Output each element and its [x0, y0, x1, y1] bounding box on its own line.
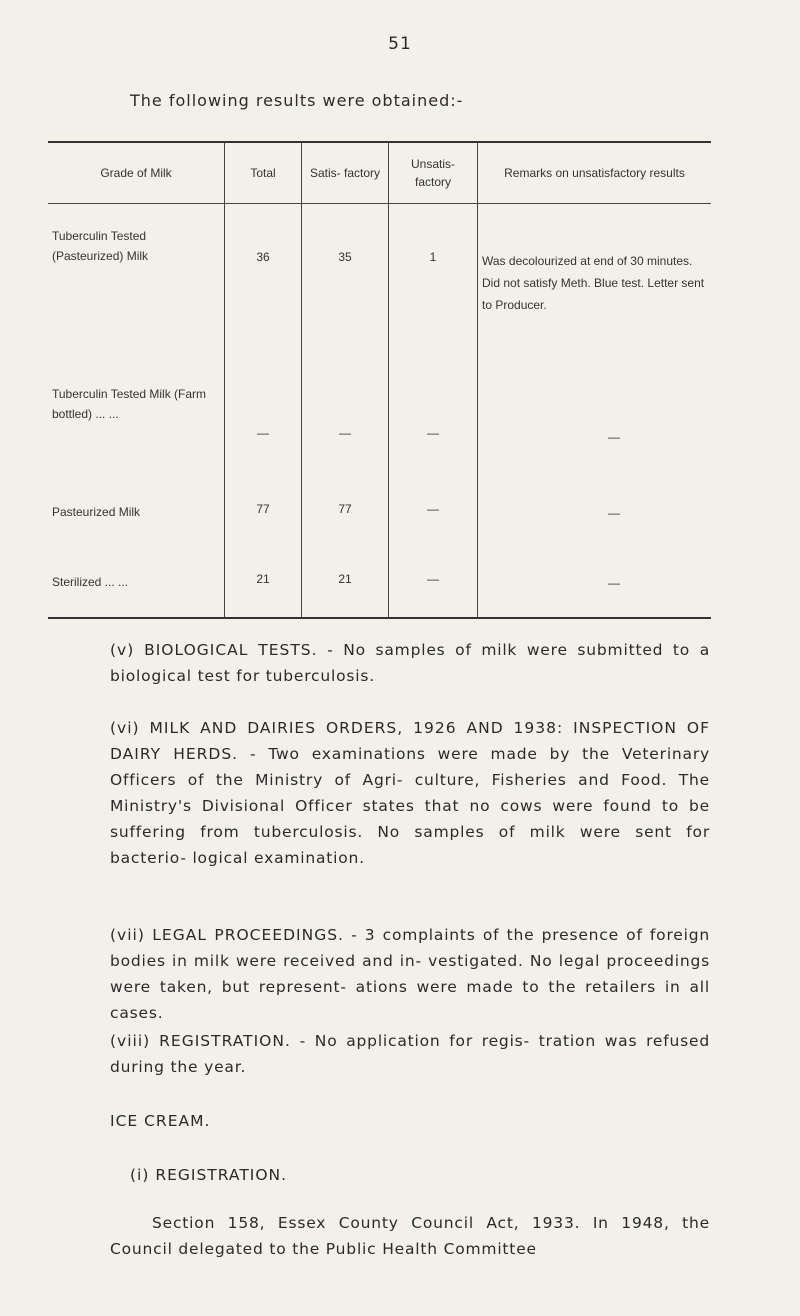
unsatisfactory-cell: — — [389, 374, 478, 474]
remarks-cell: Was decolourized at end of 30 minutes. Did not satisfy Meth. Blue test. Letter sent to Producer. — [482, 254, 705, 312]
ice-cream-heading: ICE CREAM. — [110, 1112, 211, 1130]
section-text: - 3 complaints of the presence of foreign bodies in milk were received and in- vestigated. No legal proceedings were taken, but represent- ations were made to the retailers in all cases. — [110, 926, 710, 1022]
grade-cell: Tuberculin Tested (Pasteurized) Milk — [48, 204, 225, 374]
remarks-cell: — — [608, 505, 620, 520]
section-heading: (vi) MILK AND DAIRIES ORDERS, 1926 AND 1938: INSPECTION OF DAIRY HERDS. — [110, 719, 710, 763]
section-heading: (v) BIOLOGICAL TESTS. — [110, 641, 318, 659]
grade-cell: Pasteurized Milk — [48, 474, 225, 534]
section-text: - No application for regis- tration was refused during the year. — [110, 1032, 710, 1076]
table-row — [48, 534, 711, 618]
table-header-row — [48, 142, 711, 204]
total-cell: 77 — [225, 474, 302, 534]
grade-cell: Tuberculin Tested Milk (Farm bottled) ... ... — [48, 374, 225, 474]
total-cell: — — [225, 374, 302, 474]
satisfactory-cell: 77 — [302, 474, 389, 534]
section-milk-dairies-orders — [110, 715, 710, 871]
grade-cell: Sterilized ... ... — [48, 534, 225, 618]
header-satisfactory: Satis- factory — [302, 142, 389, 204]
unsatisfactory-cell: — — [389, 534, 478, 618]
total-cell: 36 — [225, 204, 302, 374]
header-unsatisfactory: Unsatis- factory — [389, 142, 478, 204]
table-row — [48, 204, 711, 374]
table-row — [48, 374, 711, 474]
remarks-cell: — — [478, 534, 712, 618]
header-remarks: Remarks on unsatisfactory results — [478, 142, 712, 204]
satisfactory-cell: 35 — [302, 204, 389, 374]
section-heading: (vii) LEGAL PROCEEDINGS. — [110, 926, 344, 944]
section-legal-proceedings — [110, 922, 710, 1026]
satisfactory-cell: 21 — [302, 534, 389, 618]
section-text: - Two examinations were made by the Veterinary Officers of the Ministry of Agri- culture, Fisheries and Food. The Ministry's Divisional Officer states that no cows were found to be suffering from tuberculosis. No samples of milk were sent for bacterio- logical examination. — [110, 745, 710, 867]
unsatisfactory-cell: 1 — [389, 204, 478, 374]
remarks-cell: — — [608, 429, 620, 444]
total-cell: 21 — [225, 534, 302, 618]
header-total: Total — [225, 142, 302, 204]
header-grade: Grade of Milk — [48, 142, 225, 204]
intro-text: The following results were obtained:- — [130, 91, 464, 110]
ice-cream-registration-heading: (i) REGISTRATION. — [130, 1166, 288, 1184]
section-registration — [110, 1028, 710, 1080]
satisfactory-cell: — — [302, 374, 389, 474]
section-heading: (viii) REGISTRATION. — [110, 1032, 291, 1050]
table-row — [48, 474, 711, 534]
unsatisfactory-cell: — — [389, 474, 478, 534]
final-paragraph: Section 158, Essex County Council Act, 1933. In 1948, the Council delegated to the Public Health Committee — [110, 1214, 710, 1258]
section-text: - No samples of milk were submitted to a biological test for tuberculosis. — [110, 641, 710, 685]
milk-results-table — [48, 141, 711, 619]
section-biological-tests — [110, 637, 710, 689]
page-number: 51 — [388, 34, 412, 54]
